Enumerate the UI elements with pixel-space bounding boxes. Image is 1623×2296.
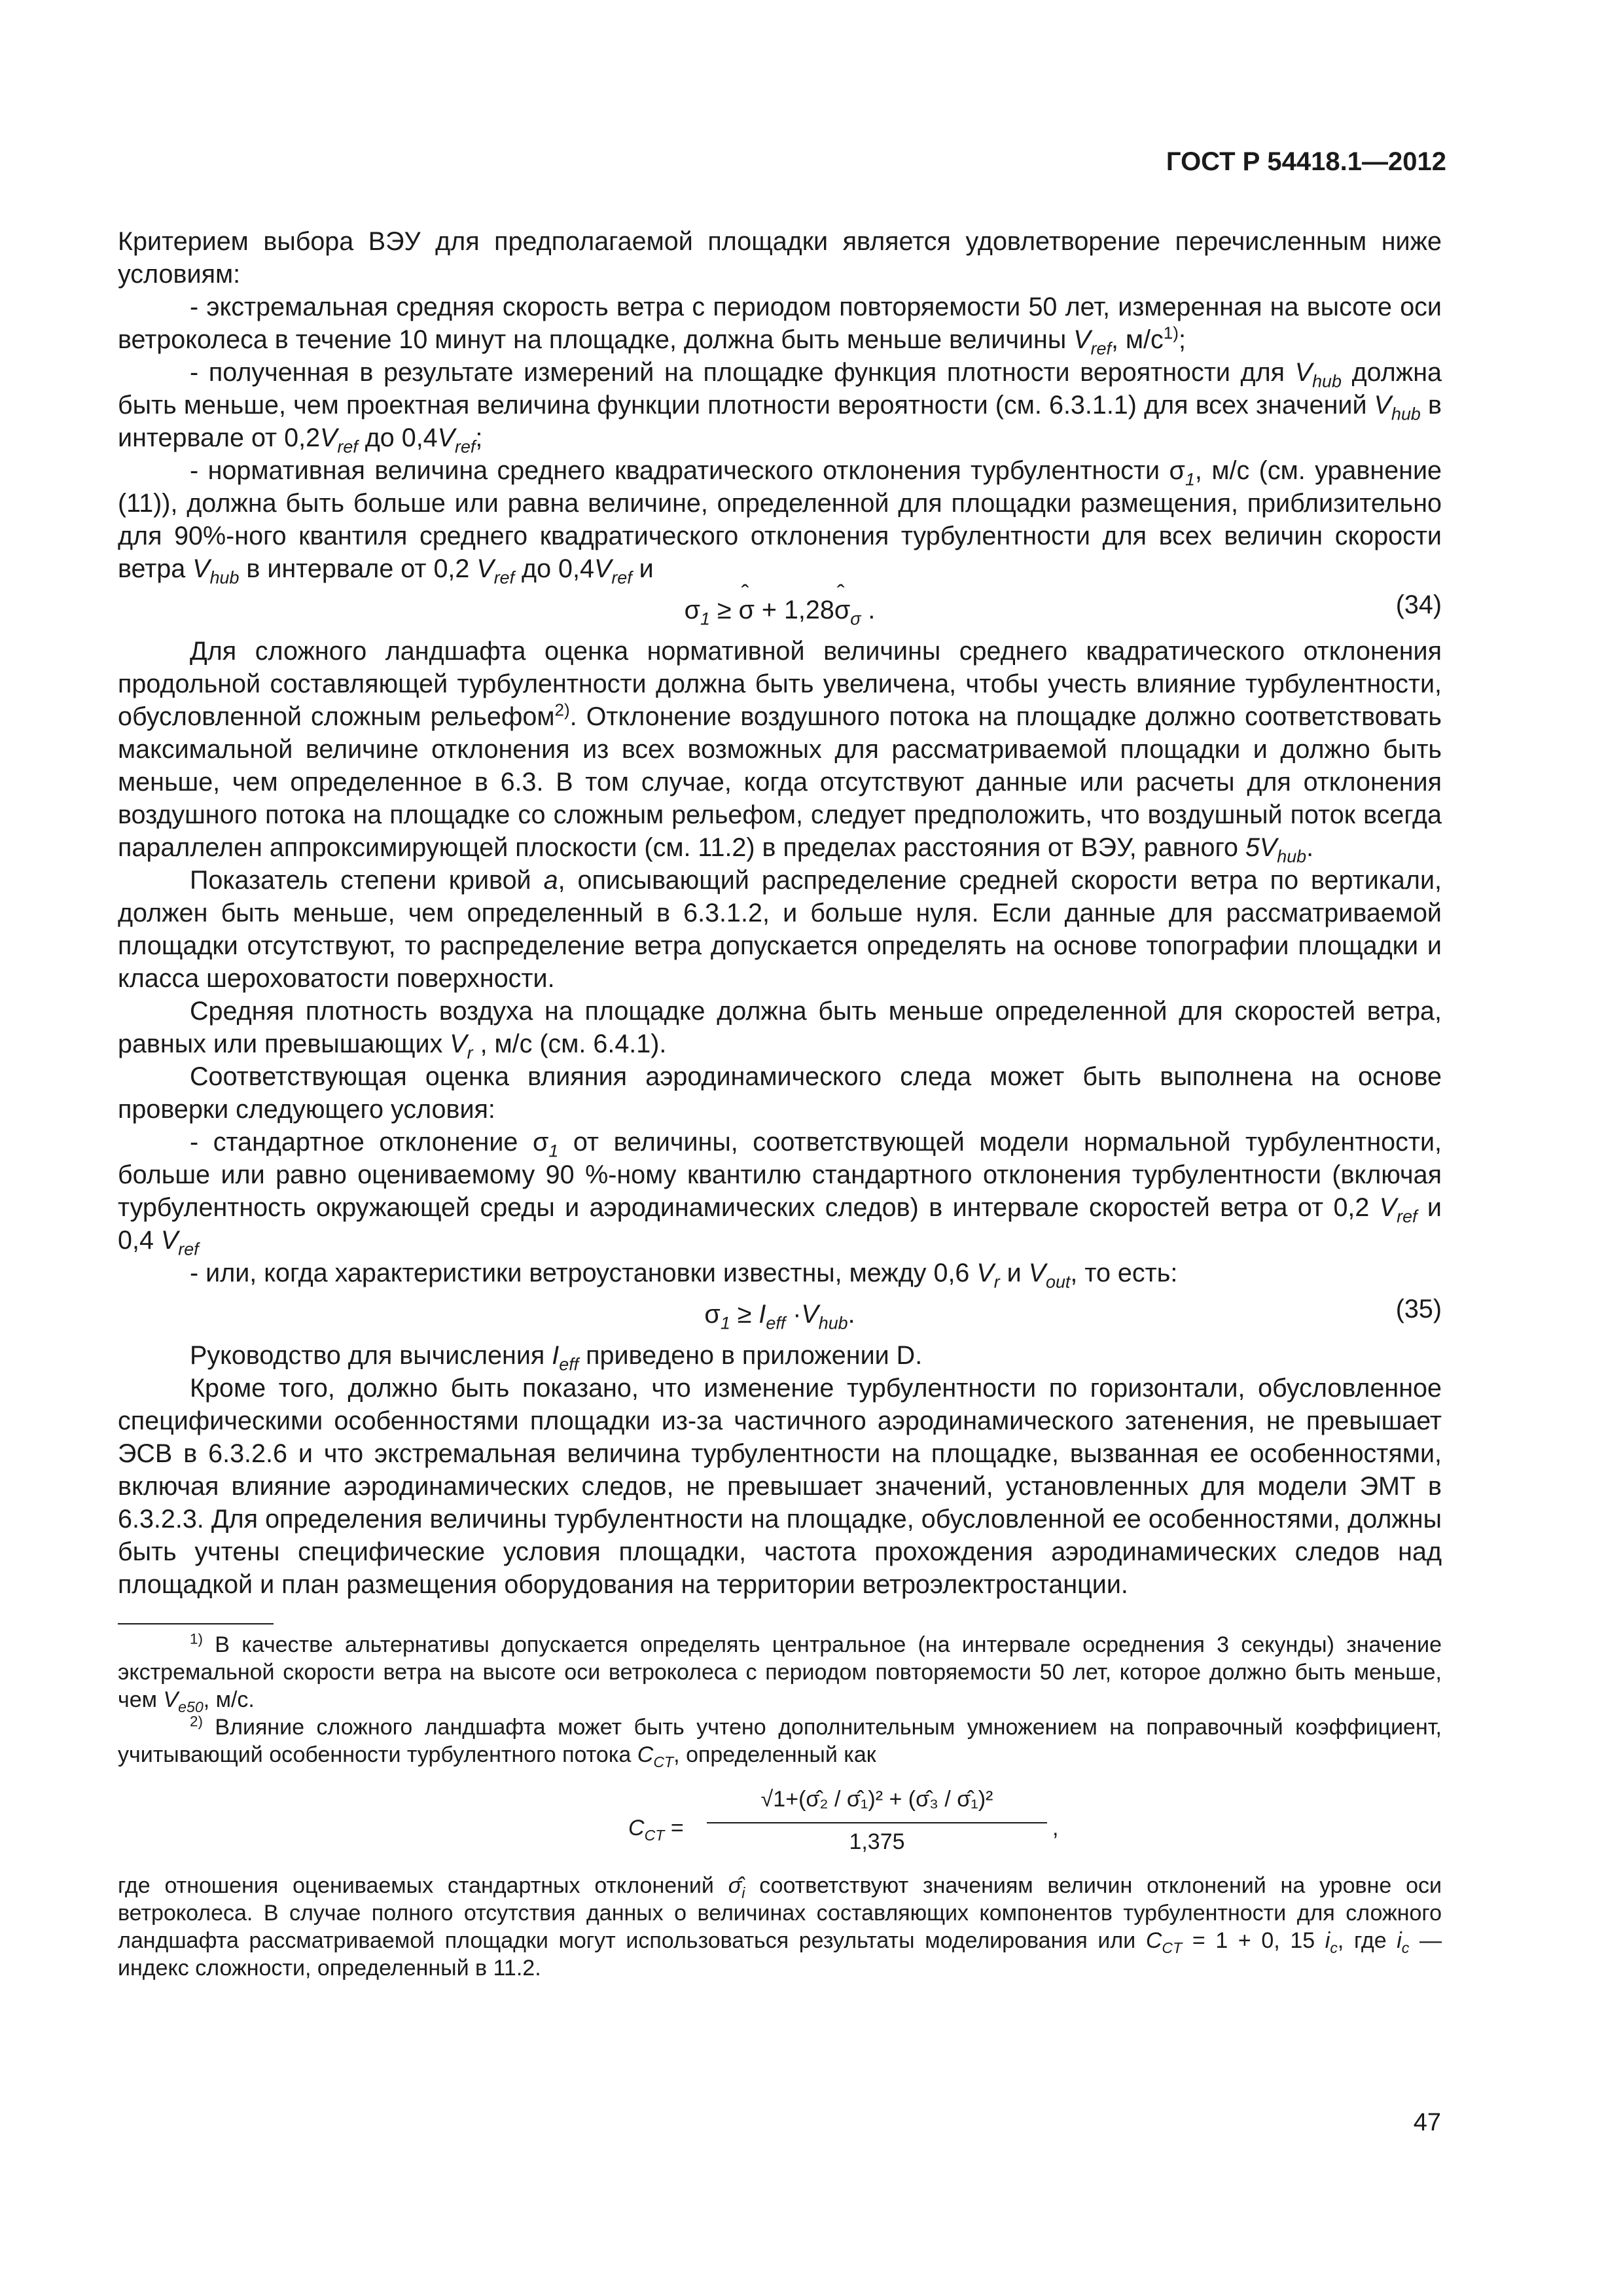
condition-1: - экстремальная средняя скорость ветра с периодом повторяемости 50 лет, измеренная на высоте оси ветроколеса в течение 10 минут на площадке, должна быть меньше величины $V_{ref}$, $м/с^{1)}$; — [118, 293, 1442, 359]
paragraph-intro: Критерием выбора ВЭУ для предполагаемой площадки является удовлетворение перечисленным ниже условиям: — [118, 227, 1442, 289]
paragraph-horizontal-turbulence: Кроме того, должно быть показано, что изменение турбулентности по горизонтали, обусловленное специфическими особенностями площадки из-за частичного аэродинамического затенения, не превышает ЭСВ в 6.3.2.6 и что экстремальная величина турбулентности на площадке, вызванная ее особенностями, включая влияние аэродинамических следов, не превышает значений, установленных для модели ЭМТ в 6.3.2.3. Для определения величины турбулентности на площадке, обусловленной ее особенностями, должны быть учтены специфические условия площадки, частота прохождения аэродинамических следов над площадкой и план размещения оборудования на территории ветроэлектростанции. — [118, 1374, 1442, 1599]
fraction-numerator: √1+(σ̂₂ / σ̂₁)² + (σ̂₃ / σ̂₁)² — [760, 1787, 993, 1812]
footnote-equation-lhs: $C_{CT}$ = — [628, 1816, 684, 1844]
equation-35 — [118, 1291, 1442, 1338]
footnote-2: $^{2)}$ Влияние сложного ландшафта может быть учтено дополнительным умножением на поправочный коэффициент, учитывающий особенности турбулентного потока $C_{CT}$, определенный как — [118, 1713, 1442, 1771]
footnote-ref-1: 1) — [1163, 323, 1179, 343]
paragraph-wind-shear: Показатель степени кривой а, описывающий распределение средней скорости ветра по вертикали, должен быть меньше, чем определенный в 6.3.1.2, и больше нуля. Если данные для рассматриваемой площадки отсутствуют, то распределение ветра допускается определять на основе топографии площадки и класса шероховатости поверхности. — [118, 866, 1442, 993]
paragraph-air-density: Средняя плотность воздуха на площадке должна быть меньше определенной для скоростей ветра, равных или превышающих $V_r$ , м/с (см. 6.4.1). — [118, 997, 1442, 1063]
paragraph-std-deviation: - стандартное отклонение $\sigma_1$ от величины, соответствующей модели нормальной турбулентности, больше или равно оцениваемому 90 %-ному квантилю стандартного отклонения турбулентности (включая турбулентность окружающей среды и аэродинамических следов) в интервале скоростей ветра от 0,2 $V_{ref}$ и 0,4 $V_{ref}$ — [118, 1128, 1442, 1259]
equation-35-number: (35) — [1395, 1295, 1442, 1323]
equation-35-formula: $\sigma_1 \ge I_{eff} \cdot V_{hub}$. — [704, 1300, 855, 1333]
equation-34-number: (34) — [1395, 590, 1442, 619]
paragraph-complex-terrain: Для сложного ландшафта оценка нормативной величины среднего квадратического отклонения продольной составляющей турбулентности должна быть увеличена, чтобы учесть влияние турбулентности, обусловленной сложным рельефом$^{2)}$. Отклонение воздушного потока на площадке должно соответствовать максимальной величине отклонения из всех возможных для рассматриваемой площадки и должно быть меньше, чем определенное в 6.3. В том случае, когда отсутствуют данные или расчеты для отклонения воздушного потока на площадке со сложным рельефом, следует предположить, что воздушный поток всегда параллелен аппроксимирующей плоскости (см. 11.2) в пределах расстояния от ВЭУ, равного $5V_{hub}$. — [118, 637, 1442, 867]
paragraph-ieff-guide: Руководство для вычисления $I_{eff}$ приведено в приложении D. — [190, 1341, 923, 1374]
page-number: 47 — [1413, 2109, 1441, 2136]
fraction-denominator: 1,375 — [849, 1829, 905, 1854]
condition-2: - полученная в результате измерений на площадке функция плотности вероятности для $V_{hub}$ должна быть меньше, чем проектная величина функции плотности вероятности (см. 6.3.1.1) для всех значений $V_{hub}$ в интервале от $0,2V_{ref}$ до $0,4V_{ref}$; — [118, 358, 1442, 457]
condition-3: - нормативная величина среднего квадратического отклонения турбулентности $\sigma_1$, м/с (см. уравнение (11)), должна быть больше или равна величине, определенной для площадки размещения, приблизительно для 90%-ного квантиля среднего квадратического отклонения турбулентности для всех величин скорости ветра $V_{hub}$ в интервале от 0,2 $V_{ref}$ до $0,4V_{ref}$ и — [118, 456, 1442, 588]
footnote-2-continuation: где отношения оцениваемых стандартных отклонений $\sigmâ_i$ соответствуют значениям величин отклонений на уровне оси ветроколеса. В случае полного отсутствия данных о величинах составляющих компонентов турбулентности для сложного ландшафта рассматриваемой площадки могут использоваться результаты моделирования или $C_{CT} = 1 + 0$, 15 $i_c$, где $i_c$ — индекс сложности, определенный в 11.2. — [118, 1873, 1442, 1981]
footnote-equation-fraction — [707, 1776, 1047, 1860]
document-header: ГОСТ Р 54418.1—2012 — [1166, 147, 1446, 176]
paragraph-wake-assessment: Соответствующая оценка влияния аэродинамического следа может быть выполнена на основе проверки следующего условия: — [118, 1062, 1442, 1124]
footnote-1: $^{1)}$ В качестве альтернативы допускается определять центральное (на интервале осреднения 3 секунды) значение экстремальной скорости ветра на высоте оси ветроколеса с периодом повторяемости 50 лет, которое должно быть меньше, чем $V_{e50}$, м/с. — [118, 1630, 1442, 1716]
equation-34-formula: $\sigma_1$ ≥ ˆ σ + 1,28ˆ $\sigma_\sigma$ . — [118, 586, 1442, 634]
footnote-separator — [118, 1623, 274, 1624]
footnote-ref-2: 2) — [554, 700, 570, 720]
main-text — [118, 225, 1442, 1982]
footnote-equation-cct: $C_{CT}$ = √1+(σ̂₂ / σ̂₁)² + (σ̂₃ / σ̂₁)² 1,375 , — [118, 1776, 1442, 1868]
equation-34 — [118, 586, 1442, 634]
paragraph-turbine-known: - или, когда характеристики ветроустановки известны, между 0,6 $V_r$ и $V_{out}$, то есть: — [190, 1259, 1178, 1292]
